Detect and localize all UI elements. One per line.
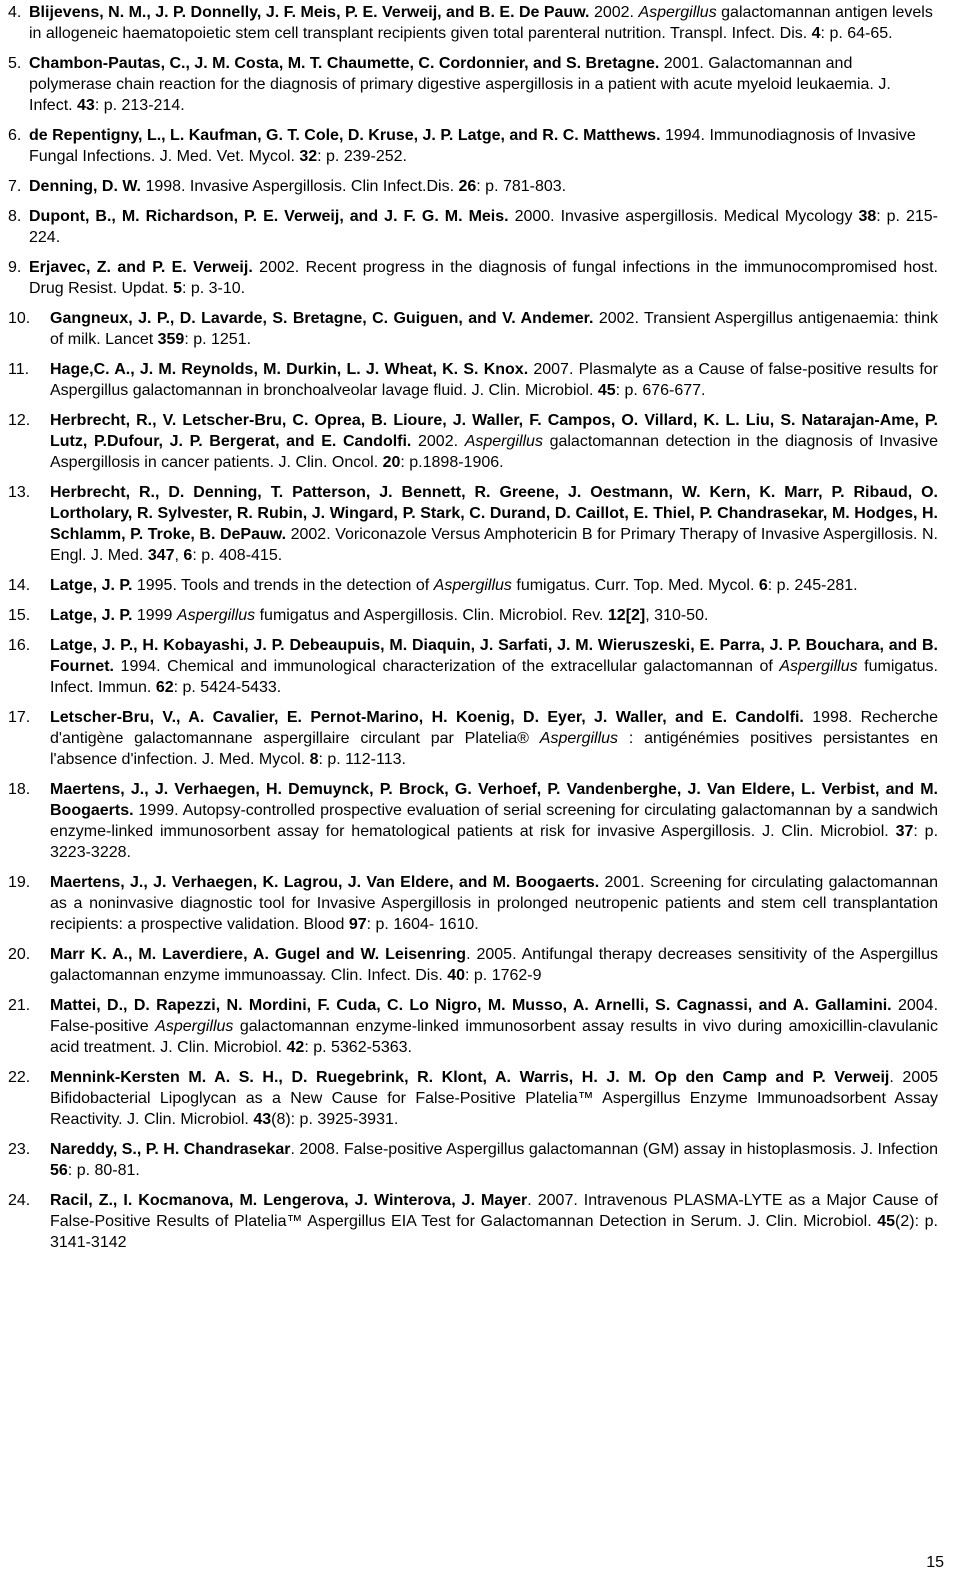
reference-segment: : p. 781-803. [476, 178, 567, 195]
reference-number: 9. [8, 259, 22, 276]
reference-text [50, 1067, 938, 1130]
reference-number: 23. [8, 1141, 31, 1158]
reference-item [8, 206, 938, 248]
reference-text [50, 995, 938, 1058]
reference-segment: : p. 80-81. [67, 1162, 140, 1179]
reference-segment: : p. 408-415. [192, 547, 283, 564]
reference-authors: Erjavec, Z. and P. E. Verweij. [29, 259, 253, 276]
reference-item [8, 257, 938, 299]
reference-segment: : p. 245-281. [767, 577, 858, 594]
volume-number: 42 [286, 1039, 305, 1056]
volume-number: 45 [597, 382, 616, 399]
reference-authors: Latge, J. P. [50, 577, 133, 594]
reference-item [8, 707, 938, 770]
reference-text [29, 176, 938, 197]
reference-segment: : p. 3-10. [181, 280, 246, 297]
reference-segment: : p.1898-1906. [400, 454, 504, 471]
reference-segment: 2002. Recent progress in the diagnosis of fungal infections in the immunocompromised host. Drug Resist. Updat. [29, 259, 939, 297]
reference-number: 16. [8, 637, 31, 654]
reference-segment: 1999. Autopsy-controlled prospective evaluation of serial screening for circulating galactomannan by a sandwich enzyme-linked immunosorbent assay for hematological patients at risk for invasive Aspergillosis. J. Clin. Microbiol. [50, 802, 938, 840]
reference-number: 22. [8, 1069, 31, 1086]
reference-item [8, 872, 938, 935]
reference-authors: Hage,C. A., J. M. Reynolds, M. Durkin, L. J. Wheat, K. S. Knox. [50, 361, 529, 378]
volume-number: 20 [382, 454, 401, 471]
italic-text: Aspergillus [539, 730, 619, 747]
reference-item [8, 482, 938, 566]
reference-text [29, 206, 938, 248]
reference-authors: Mennink-Kersten M. A. S. H., D. Ruegebrink, R. Klont, A. Warris, H. J. M. Op den Camp and P. Verweij [50, 1069, 890, 1086]
volume-number: 37 [895, 823, 914, 840]
reference-item [8, 410, 938, 473]
reference-item [8, 944, 938, 986]
reference-number: 5. [8, 55, 22, 72]
reference-text [50, 635, 938, 698]
reference-number: 4. [8, 4, 22, 21]
reference-segment: . 2005 Bifidobacterial Lipoglycan as a New Cause for False-Positive Platelia™ Aspergillus Enzyme Immunoadsorbent Assay Reactivity. J. Clin. Microbiol. [50, 1069, 939, 1128]
reference-item [8, 2, 938, 44]
volume-number: 40 [447, 967, 466, 984]
volume-number: 26 [458, 178, 477, 195]
reference-segment: 1998. Invasive Aspergillosis. Clin Infect.Dis. [141, 178, 459, 195]
reference-text [29, 125, 938, 167]
reference-segment: galactomannan detection in the diagnosis of Invasive Aspergillosis in cancer patients. J. Clin. Oncol. [50, 433, 939, 471]
reference-authors: Letscher-Bru, V., A. Cavalier, E. Pernot-Marino, H. Koenig, D. Eyer, J. Waller, and E. Candolfi. [50, 709, 804, 726]
reference-text [50, 482, 938, 566]
italic-text: Aspergillus [433, 577, 512, 594]
reference-segment: fumigatus. Curr. Top. Med. Mycol. [511, 577, 759, 594]
reference-text [50, 605, 938, 626]
reference-number: 11. [8, 361, 30, 378]
reference-number: 14. [8, 577, 31, 594]
reference-authors: Herbrecht, R., D. Denning, T. Patterson, J. Bennett, R. Greene, J. Oestmann, W. Kern, K. Marr, P. Ribaud, O. Lortholary, R. Sylvester, R. Rubin, J. Wingard, P. Stark, C. Durand, D. Caillot, E. Thiel, P. Chandrasekar, M. Hodges, H. Schlamm, P. Troke, B. DePauw. [50, 484, 938, 543]
reference-segment: (8): p. 3925-3931. [271, 1111, 399, 1128]
reference-item [8, 995, 938, 1058]
volume-number: 5 [173, 280, 182, 297]
volume-number: 56 [50, 1162, 68, 1179]
reference-segment: : p. 64-65. [820, 25, 893, 42]
reference-authors: Herbrecht, R., V. Letscher-Bru, C. Oprea, B. Lioure, J. Waller, F. Campos, O. Villard, K. L. Liu, S. Natarajan-Ame, P. Lutz, P.Dufour, J. P. Bergerat, and E. Candolfi. [50, 412, 938, 450]
reference-text [50, 944, 938, 986]
reference-segment: , [174, 547, 184, 564]
reference-item [8, 1190, 938, 1253]
volume-number: 32 [299, 148, 318, 165]
italic-text: Aspergillus [176, 607, 256, 624]
reference-segment: : p. 1604- 1610. [366, 916, 479, 933]
reference-number: 19. [8, 874, 31, 891]
reference-segment: 2001. Galactomannan and polymerase chain reaction for the diagnosis of primary digestive aspergillosis in a patient with acute myeloid leukaemia. J. Infect. [29, 55, 891, 114]
reference-segment: : p. 1762-9 [465, 967, 542, 984]
reference-segment: : p. 5362-5363. [304, 1039, 412, 1056]
italic-text: Aspergillus [464, 433, 543, 450]
reference-segment: : p. 239-252. [317, 148, 407, 165]
reference-segment: galactomannan enzyme-linked immunosorbent assay results in vivo during amoxicillin-clavulanic acid treatment. J. Clin. Microbiol. [50, 1018, 938, 1056]
reference-segment: , 310-50. [645, 607, 709, 624]
reference-authors: Chambon-Pautas, C., J. M. Costa, M. T. Chaumette, C. Cordonnier, and S. Bretagne. [29, 55, 660, 72]
reference-segment: 1994. Immunodiagnosis of Invasive Fungal Infections. J. Med. Vet. Mycol. [29, 127, 916, 165]
reference-item [8, 1139, 938, 1181]
reference-authors: Mattei, D., D. Rapezzi, N. Mordini, F. Cuda, C. Lo Nigro, M. Musso, A. Arnelli, S. Cagnassi, and A. Gallamini. [50, 997, 892, 1014]
italic-text: Aspergillus [155, 1018, 234, 1035]
reference-text [50, 308, 938, 350]
reference-segment: 1995. Tools and trends in the detection of [132, 577, 434, 594]
reference-text [29, 2, 938, 44]
reference-segment: : p. 676-677. [615, 382, 706, 399]
reference-number: 6. [8, 127, 22, 144]
reference-list [8, 2, 938, 1262]
reference-item [8, 635, 938, 698]
reference-number: 7. [8, 178, 22, 195]
reference-segment: : p. 215-224. [29, 208, 939, 246]
reference-authors: Dupont, B., M. Richardson, P. E. Verweij, and J. F. G. M. Meis. [29, 208, 509, 225]
reference-authors: Maertens, J., J. Verhaegen, K. Lagrou, J. Van Eldere, and M. Boogaerts. [50, 874, 600, 891]
reference-authors: de Repentigny, L., L. Kaufman, G. T. Cole, D. Kruse, J. P. Latge, and R. C. Matthews. [29, 127, 661, 144]
reference-segment: 1998. Recherche d'antigène galactomannane aspergillaire circulant par Platelia® [50, 709, 939, 747]
reference-number: 8. [8, 208, 22, 225]
reference-segment: (2): p. 3141-3142 [50, 1213, 938, 1251]
volume-number: 4 [811, 25, 821, 42]
reference-item [8, 125, 938, 167]
volume-number: 6 [758, 577, 768, 594]
reference-text [50, 779, 938, 863]
volume-number: 38 [858, 208, 877, 225]
reference-authors: Latge, J. P., H. Kobayashi, J. P. Debeaupuis, M. Diaquin, J. Sarfati, J. M. Wieruszeski, E. Parra, J. P. Bouchara, and B. Fournet. [50, 637, 938, 675]
reference-item [8, 53, 938, 116]
reference-authors: Racil, Z., I. Kocmanova, M. Lengerova, J. Winterova, J. Mayer [50, 1192, 528, 1209]
reference-item [8, 1067, 938, 1130]
reference-text [50, 410, 938, 473]
reference-segment: : antigénémies positives persistantes en l'absence d'infection. J. Med. Mycol. [50, 730, 939, 768]
reference-number: 18. [8, 781, 31, 798]
volume-number: 359 [157, 331, 185, 348]
volume-number: 12[2] [607, 607, 646, 624]
reference-segment: : p. 5424-5433. [173, 679, 282, 696]
reference-segment: 1999 [132, 607, 177, 624]
reference-segment: 2001. Screening for circulating galactomannan as a noninvasive diagnostic tool for Invasive Aspergillosis in prolonged neutropenic patients and stem cell transplantation recipients: a prospective validation. Blood [50, 874, 939, 933]
reference-segment: galactomannan antigen levels in allogeneic haematopoietic stem cell transplant recipients given total parenteral nutrition. Transpl. Infect. Dis. [29, 4, 933, 42]
reference-segment: fumigatus and Aspergillosis. Clin. Microbiol. Rev. [255, 607, 608, 624]
reference-segment: 2004. False-positive [50, 997, 939, 1035]
volume-number: 45 [877, 1213, 896, 1230]
reference-item [8, 575, 938, 596]
reference-number: 24. [8, 1192, 31, 1209]
reference-item [8, 605, 938, 626]
reference-text [50, 1190, 938, 1253]
reference-item [8, 359, 938, 401]
reference-text [50, 575, 938, 596]
reference-segment: . 2005. Antifungal therapy decreases sensitivity of the Aspergillus galactomannan enzyme immunoassay. Clin. Infect. Dis. [50, 946, 939, 984]
reference-number: 17. [8, 709, 31, 726]
reference-segment: 2002. Transient Aspergillus antigenaemia: think of milk. Lancet [50, 310, 939, 348]
reference-segment: : p. 112-113. [318, 751, 406, 768]
page-number: 15 [926, 1554, 944, 1571]
reference-number: 13. [8, 484, 31, 501]
reference-number: 20. [8, 946, 31, 963]
reference-text [50, 359, 938, 401]
italic-text: Aspergillus [779, 658, 858, 675]
reference-segment: 2000. Invasive aspergillosis. Medical Mycology [508, 208, 859, 225]
italic-text: Aspergillus [638, 4, 717, 21]
volume-number: 43 [77, 97, 95, 114]
reference-number: 15. [8, 607, 31, 624]
reference-segment: : p. 1251. [184, 331, 252, 348]
reference-text [50, 707, 938, 770]
volume-number: 43 [253, 1111, 272, 1128]
reference-text [50, 872, 938, 935]
volume-number: 6 [183, 547, 193, 564]
volume-number: 62 [155, 679, 174, 696]
reference-segment: : p. 213-214. [94, 97, 185, 114]
reference-item [8, 308, 938, 350]
reference-authors: Denning, D. W. [29, 178, 141, 195]
volume-number: 347 [147, 547, 175, 564]
reference-item [8, 779, 938, 863]
reference-number: 21. [8, 997, 31, 1014]
reference-segment: 1994. Chemical and immunological characterization of the extracellular galactomannan of [114, 658, 780, 675]
reference-item [8, 176, 938, 197]
reference-segment: 2002. Voriconazole Versus Amphotericin B for Primary Therapy of Invasive Aspergillosis. N. Engl. J. Med. [50, 526, 938, 564]
reference-authors: Gangneux, J. P., D. Lavarde, S. Bretagne, C. Guiguen, and V. Andemer. [50, 310, 594, 327]
reference-text [29, 257, 938, 299]
reference-authors: Blijevens, N. M., J. P. Donnelly, J. F. Meis, P. E. Verweij, and B. E. De Pauw. [29, 4, 590, 21]
reference-authors: Marr K. A., M. Laverdiere, A. Gugel and W. Leisenring [50, 946, 467, 963]
reference-segment: 2002. [589, 4, 639, 21]
reference-segment: 2007. Plasmalyte as a Cause of false-positive results for Aspergillus galactomannan in bronchoalveolar lavage fluid. J. Clin. Microbiol. [50, 361, 938, 399]
volume-number: 97 [348, 916, 367, 933]
volume-number: 8 [309, 751, 319, 768]
reference-segment: . 2008. False-positive Aspergillus galactomannan (GM) assay in histoplasmosis. J. Infection [290, 1141, 938, 1158]
reference-segment: 2002. [411, 433, 465, 450]
reference-text [29, 53, 938, 116]
reference-text [50, 1139, 938, 1181]
reference-number: 10. [8, 310, 31, 327]
reference-authors: Maertens, J., J. Verhaegen, H. Demuynck, P. Brock, G. Verhoef, P. Vandenberghe, J. Van Eldere, L. Verbist, and M. Boogaerts. [50, 781, 938, 819]
reference-segment: . 2007. Intravenous PLASMA-LYTE as a Major Cause of False-Positive Results of Platelia™ Aspergillus EIA Test for Galactomannan Detection in Serum. J. Clin. Microbiol. [50, 1192, 939, 1230]
reference-authors: Nareddy, S., P. H. Chandrasekar [50, 1141, 291, 1158]
reference-authors: Latge, J. P. [50, 607, 133, 624]
reference-number: 12. [8, 412, 31, 429]
reference-segment: : p. 3223-3228. [50, 823, 939, 861]
reference-segment: fumigatus. Infect. Immun. [50, 658, 938, 696]
